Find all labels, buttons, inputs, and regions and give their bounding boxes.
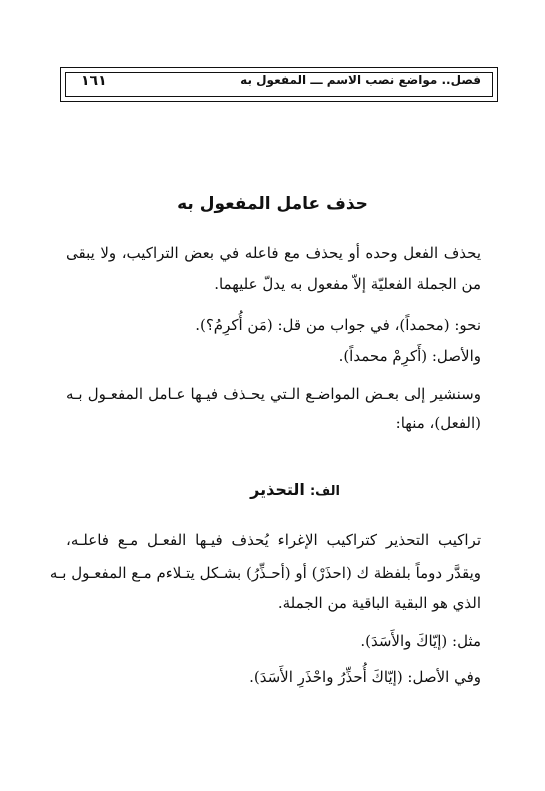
paragraph-line: تراكيب التحذير كتراكيب الإغراء يُحذف فيـها الفعـل مـع فاعلـه، — [66, 531, 481, 549]
subsection-heading — [250, 480, 340, 499]
subsection-label: الف: — [309, 484, 340, 499]
original-form-line: والأصل: (أَكرِمْ محمداً). — [338, 347, 481, 365]
example-line: نحو: (محمداً)، في جواب من قل: (مَن أُكرِمُ؟). — [195, 316, 481, 334]
page-number: ١٦١ — [81, 73, 107, 89]
paragraph-line: (الفعل)، منها: — [395, 414, 481, 432]
paragraph-line: من الجملة الفعليّة إلاّ مفعول به يدلّ عليهما. — [214, 275, 481, 293]
paragraph-line: ويقدَّر دوماً بلفظة ك (احذَرْ) أو (أحـذِّرُ) بشـكل يتـلاءم مـع المفعـول بـه — [49, 564, 481, 582]
subsection-title: التحذير — [250, 480, 305, 499]
header-title: فصل.. مواضع نصب الاسم ـــ المفعول به — [240, 73, 481, 87]
section-heading: حذف عامل المفعول به — [177, 194, 368, 214]
paragraph-line: وسنشير إلى بعـض المواضـع الـتي يحـذف فيـها عـامل المفعـول بـه — [66, 385, 481, 403]
paragraph-line: الذي هو البقية الباقية من الجملة. — [277, 594, 481, 612]
original-form-line: وفي الأصل: (إيّاكَ أُحذِّرُ واحْذَرِ الأَسَدَ). — [249, 668, 481, 686]
paragraph-line: يحذف الفعل وحده أو يحذف مع فاعله في بعض التراكيب، ولا يبقى — [66, 244, 481, 262]
running-header — [60, 67, 498, 102]
example-line: مثل: (إيّاكَ والأَسَدَ). — [360, 632, 481, 650]
